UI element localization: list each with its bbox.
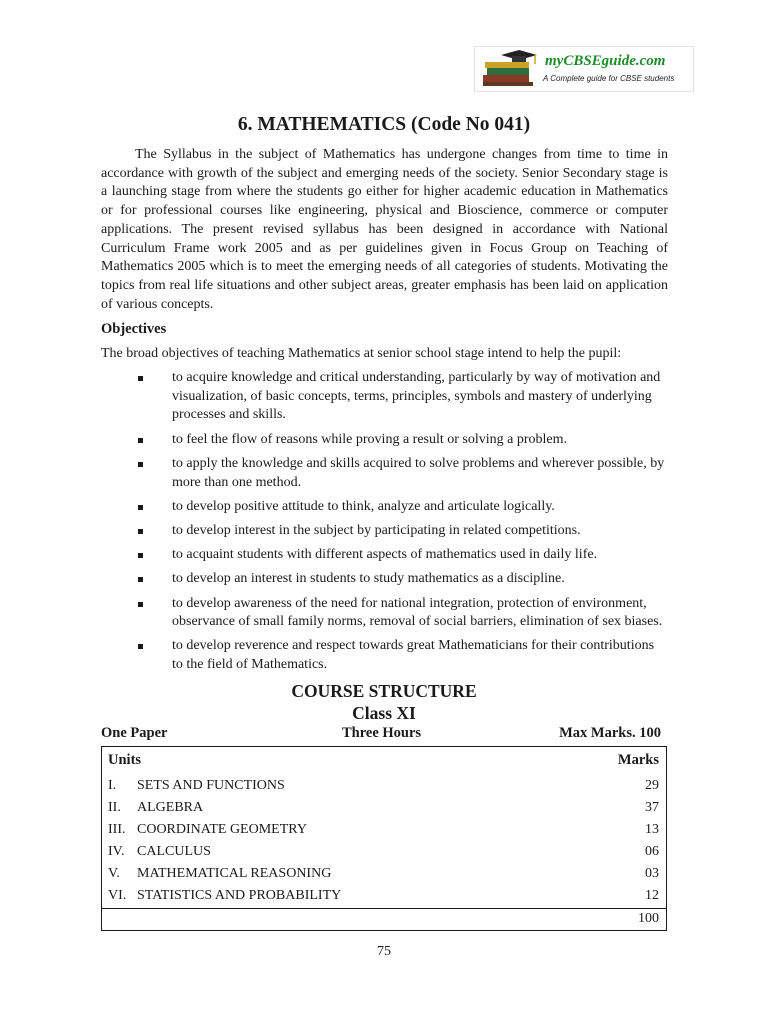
unit-marks: 13 <box>645 822 659 837</box>
table-row <box>102 888 666 908</box>
units-column-header: Units <box>108 752 142 768</box>
objectives-heading: Objectives <box>101 321 167 337</box>
max-marks-label: Max Marks. 100 <box>559 725 661 741</box>
unit-number: I. <box>108 778 117 793</box>
unit-number: V. <box>108 866 120 881</box>
objectives-intro: The broad objectives of teaching Mathematics at senior school stage intend to help the pupil: <box>101 346 622 361</box>
table-row <box>102 844 666 864</box>
table-row <box>102 778 666 798</box>
marks-column-header: Marks <box>617 752 659 768</box>
objective-item: to acquire knowledge and critical understanding, particularly by way of motivation and visualization, of basic concepts, terms, principles, symbols and mastery of underlying processes and skills. <box>136 369 668 425</box>
unit-number: VI. <box>108 888 127 903</box>
table-row <box>102 822 666 842</box>
intro-paragraph: The Syllabus in the subject of Mathematics has undergone changes from time to time in accordance with growth of the subject and emerging needs of the society. Senior Secondary stage is a launching stage from where the students go either for higher academic education in Mathematics or for professional courses like engineering, physical and Bioscience, commerce or computer applications. The present revised syllabus has been designed in accordance with National Curriculum Frame work 2005 and as per guidelines given in Focus Group on Teaching of Mathematics 2005 which is to meet the emerging needs of all categories of students. Motivating the topics from real life situations and other subject areas, greater emphasis has been laid on application of various concepts. <box>101 147 668 312</box>
objective-item: to apply the knowledge and skills acquired to solve problems and wherever possible, by more than one method. <box>136 455 668 492</box>
unit-number: III. <box>108 822 126 837</box>
class-heading: Class XI <box>352 703 416 723</box>
course-structure-heading: COURSE STRUCTURE <box>291 681 477 701</box>
unit-name: CALCULUS <box>137 844 211 859</box>
paper-info-row <box>101 725 661 745</box>
unit-name: SETS AND FUNCTIONS <box>137 778 285 793</box>
unit-name: STATISTICS AND PROBABILITY <box>137 888 342 903</box>
hours-label: Three Hours <box>342 725 422 741</box>
objectives-list <box>136 369 668 680</box>
objective-item: to develop an interest in students to study mathematics as a discipline. <box>136 570 668 589</box>
unit-name: ALGEBRA <box>137 800 204 815</box>
units-table <box>101 746 667 931</box>
unit-number: IV. <box>108 844 125 859</box>
mycbseguide-logo <box>474 46 694 92</box>
logo-tagline: A Complete guide for CBSE students <box>543 74 675 83</box>
page-number: 75 <box>377 944 391 959</box>
table-row <box>102 800 666 820</box>
unit-name: MATHEMATICAL REASONING <box>137 866 332 881</box>
unit-name: COORDINATE GEOMETRY <box>137 822 307 837</box>
unit-marks: 06 <box>645 844 659 859</box>
unit-marks: 03 <box>645 866 659 881</box>
objective-item: to feel the flow of reasons while proving a result or solving a problem. <box>136 431 668 450</box>
unit-marks: 29 <box>645 778 659 793</box>
books-graduation-cap-icon <box>479 49 541 89</box>
paper-label: One Paper <box>101 725 168 741</box>
page-title: 6. MATHEMATICS (Code No 041) <box>237 114 531 135</box>
total-marks: 100 <box>638 911 659 926</box>
unit-number: II. <box>108 800 121 815</box>
objective-item: to develop reverence and respect towards great Mathematicians for their contributions to the field of Mathematics. <box>136 637 668 674</box>
objective-item: to develop positive attitude to think, analyze and articulate logically. <box>136 498 668 517</box>
objective-item: to acquaint students with different aspects of mathematics used in daily life. <box>136 546 668 565</box>
total-divider <box>102 908 666 909</box>
unit-marks: 12 <box>645 888 659 903</box>
unit-marks: 37 <box>645 800 659 815</box>
logo-name: myCBSEguide.com <box>545 53 666 69</box>
objective-item: to develop awareness of the need for national integration, protection of environment, observance of small family norms, removal of social barriers, elimination of sex biases. <box>136 595 668 632</box>
objective-item: to develop interest in the subject by participating in related competitions. <box>136 522 668 541</box>
table-row <box>102 866 666 886</box>
